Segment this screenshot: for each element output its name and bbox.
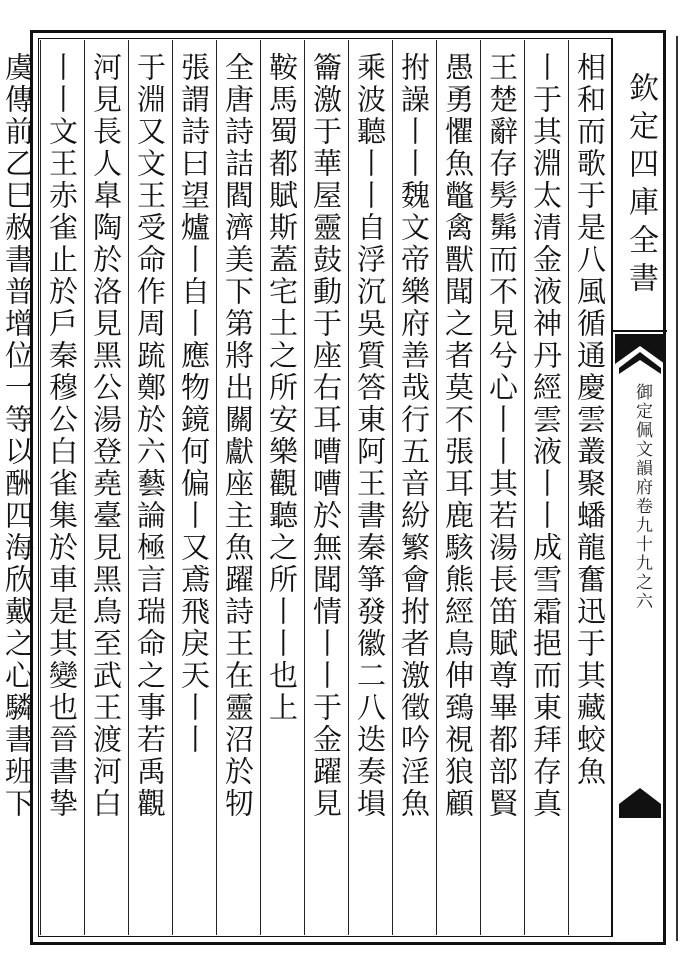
text-column-10: 張謂詩曰望爐丨自丨應物鏡何偏丨又鳶飛戾天丨丨 — [172, 40, 216, 935]
page-edge — [676, 36, 678, 941]
volume-label: 御定佩文韻府卷九十九之六 — [632, 383, 652, 611]
text-column-2: 丨于其淵太清金液神丹經雲液丨丨成雪霜挹而東拜存真 — [524, 40, 568, 935]
text-column-4: 愚勇懼魚鼈禽獸聞之者莫不張耳鹿駭熊經鳥伸鵄視狼顧 — [436, 40, 480, 935]
fishtail-mark-icon — [615, 334, 665, 378]
lower-fishtail-icon — [619, 778, 661, 818]
text-column-3: 王楚辭存髣髴而不見兮心丨丨其若湯長笛賦尊畢都部賢 — [480, 40, 524, 935]
text-column-7: 籥激于華屋靈鼓動于座右耳嘈嘈於無聞情丨丨于金躍見 — [304, 40, 348, 935]
text-columns — [1, 40, 612, 935]
center-strip — [612, 38, 667, 937]
text-column-13: 丨丨文王赤雀止於戶秦穆公白雀集於車是其變也晉書挚 — [40, 40, 84, 935]
strip-divider — [613, 330, 667, 332]
text-column-8: 鞍馬蜀都賦斯蓋宅土之所安樂觀聽之所丨丨也上 — [260, 40, 304, 935]
text-column-12: 河見長人臯陶於洛見黑公湯登堯臺見黑鳥至武王渡河白 — [84, 40, 128, 935]
text-column-5: 拊譟丨丨魏文帝樂府善哉行五音紛繁會拊者激徵吟淫魚 — [392, 40, 436, 935]
text-column-11: 于淵又文王受命作周䟽鄭於六藝論極言瑞命之事若禹觀 — [128, 40, 172, 935]
text-column-14: 虞傳前乙巳赦書普增位一等以酬四海欣戴之心驎書班下 — [0, 40, 40, 935]
text-column-9: 全唐詩詰閻濟美下第將出關獻座主魚躍詩王在靈沼於牣 — [216, 40, 260, 935]
book-title: 欽定四庫全書 — [623, 72, 658, 300]
text-column-6: 乘波聽丨丨自浮沉吳質答東阿王書秦箏發徽二八迭奏塤 — [348, 40, 392, 935]
text-column-1: 相和而歌于是八風循通慶雲叢聚蟠龍奮迅于其藏蛟魚 — [568, 40, 612, 935]
